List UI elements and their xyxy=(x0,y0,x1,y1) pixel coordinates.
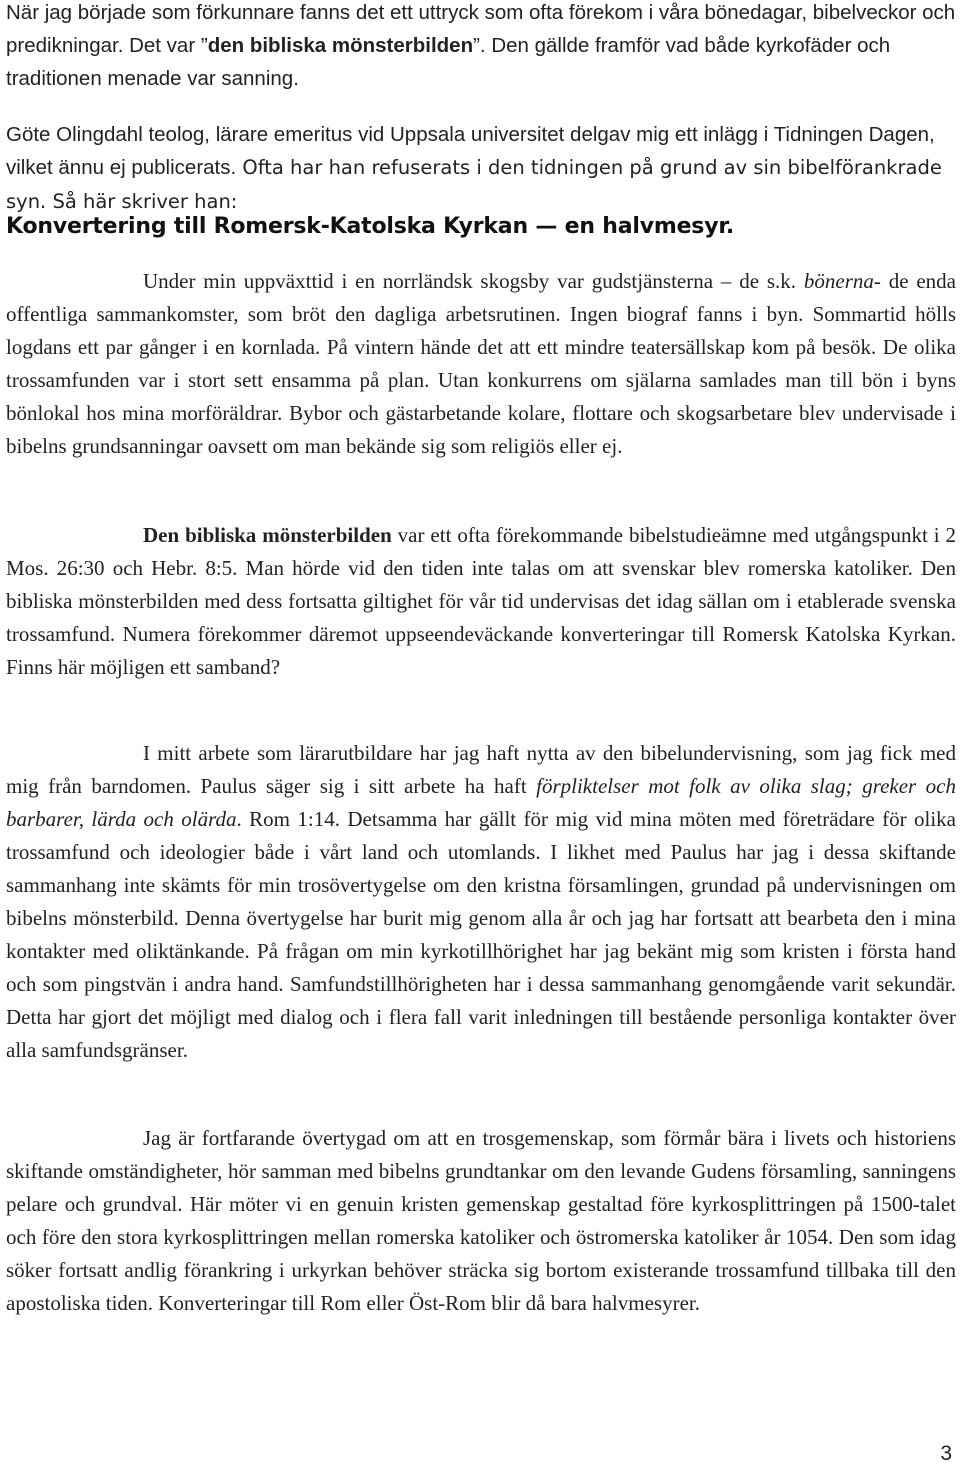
article-paragraph-2 xyxy=(6,519,956,684)
article-p2-bold: Den bibliska mönsterbilden xyxy=(143,523,392,547)
note-text-a: Göte Olingdahl teolog, lärare emeritus vid Uppsala universitet delgav mig ett inlägg i Tidningen Dagen, vilket ännu ej publicerats. xyxy=(6,123,935,179)
intro-text-a: När jag började som förkunnare fanns det ett uttryck som ofta förekom i våra bönedagar, bibelveckor och predikningar. Det var xyxy=(6,1,956,57)
article-p1-text-b: - de enda offentliga sammankomster, som bröt den dagliga arbetsrutinen. Ingen biograf fanns i byn. Sommartid hölls logdans ett par gånger i en kornlada. På vintern hände det att ett mindre teatersällskap kom på besök. De olika trossamfunden var i stort sett ensamma på plan. Utan konkurrens om själarna samlades man till bön i byns bönlokal hos mina morföräldrar. Bybor och gästarbetande kolare, flottare och skogsarbetare blev undervisade i bibelns grundsanningar oavsett om man bekände sig som religiös eller ej. xyxy=(6,269,956,458)
page-number: 3 xyxy=(940,1442,952,1465)
note-paragraph xyxy=(6,118,956,218)
article-title: Konvertering till Romersk-Katolska Kyrkan — en halvmesyr. xyxy=(6,214,735,239)
intro-bold-phrase: den bibliska mönsterbilden xyxy=(207,34,474,57)
intro-quote-mark: ” xyxy=(200,34,208,57)
article-p1-text-a: Under min uppväxttid i en norrländsk skogsby var gudstjänsterna – de s.k. xyxy=(143,269,804,293)
intro-paragraph xyxy=(6,0,956,95)
article-p3-text-b: . Rom 1:14. Detsamma har gällt för mig vid mina möten med företrädare för olika trossamfund och ideologier både i vårt land och utomlands. I likhet med Paulus har jag i dessa skiftande sammanhang inte skämts för min trosövertygelse om den kristna församlingen, grundad på undervisningen om bibelns mönsterbild. Denna övertygelse har burit mig genom alla år och jag har fortsatt att bearbeta den i mina kontakter med oliktänkande. På frågan om min kyrkotillhörighet har jag bekänt mig som kristen i första hand och som pingstvän i andra hand. Samfundstillhörigheten har i dessa sammanhang genomgående varit sekundär. Detta har gjort det möjligt med dialog och i flera fall varit inledningen till bestående personliga kontakter över alla samfundsgränser. xyxy=(6,807,956,1062)
article-paragraph-4: Jag är fortfarande övertygad om att en trosgemenskap, som förmår bära i livets och historiens skiftande omständigheter, hör samman med bibelns grundtankar om den levande Gudens församling, sanningens pelare och grundval. Här möter vi en genuin kristen gemenskap gestaltad före kyrkosplittringen på 1500-talet och före den stora kyrkosplittringen mellan romerska katoliker och östromerska katoliker år 1054. Den som idag söker fortsatt andlig förankring i urkyrkan behöver sträcka sig bortom existerande trossamfund tillbaka till den apostoliska tiden. Konverteringar till Rom eller Öst-Rom blir då bara halvmesyrer. xyxy=(6,1126,956,1315)
note-text-b: Ofta har han refuserats i den tidningen på grund av sin bibelförankrade syn. Så här skriver han: xyxy=(6,156,942,213)
article-paragraph-3 xyxy=(6,737,956,1067)
article-p3-text-a: I mitt arbete som lärarutbildare har jag haft nytta av den bibelundervisning, som jag fick med mig från barndomen. Paulus säger sig i sitt arbete ha haft xyxy=(6,741,956,798)
article-p2-text: var ett ofta förekommande bibelstudieämne med utgångspunkt i 2 Mos. 26:30 och Hebr. 8:5. Man hörde vid den tiden inte talas om att svenskar blev romerska katoliker. Den bibliska mönsterbilden med dess fortsatta giltighet för vår tid undervisas det idag sällan om i etablerade svenska trossamfund. Numera förekommer däremot uppseendeväckande konverteringar till Romersk Katolska Kyrkan. Finns här möjligen ett samband? xyxy=(6,523,956,679)
intro-text-c: ”. Den gällde framför vad både kyrkofäder och traditionen menade var sanning. xyxy=(6,34,891,90)
article-p1-italic: bönerna xyxy=(803,269,874,293)
article-p3-italic: förpliktelser mot folk av olika slag; greker och barbarer, lärda och olärda xyxy=(6,774,956,831)
article-paragraph-1 xyxy=(6,265,956,463)
